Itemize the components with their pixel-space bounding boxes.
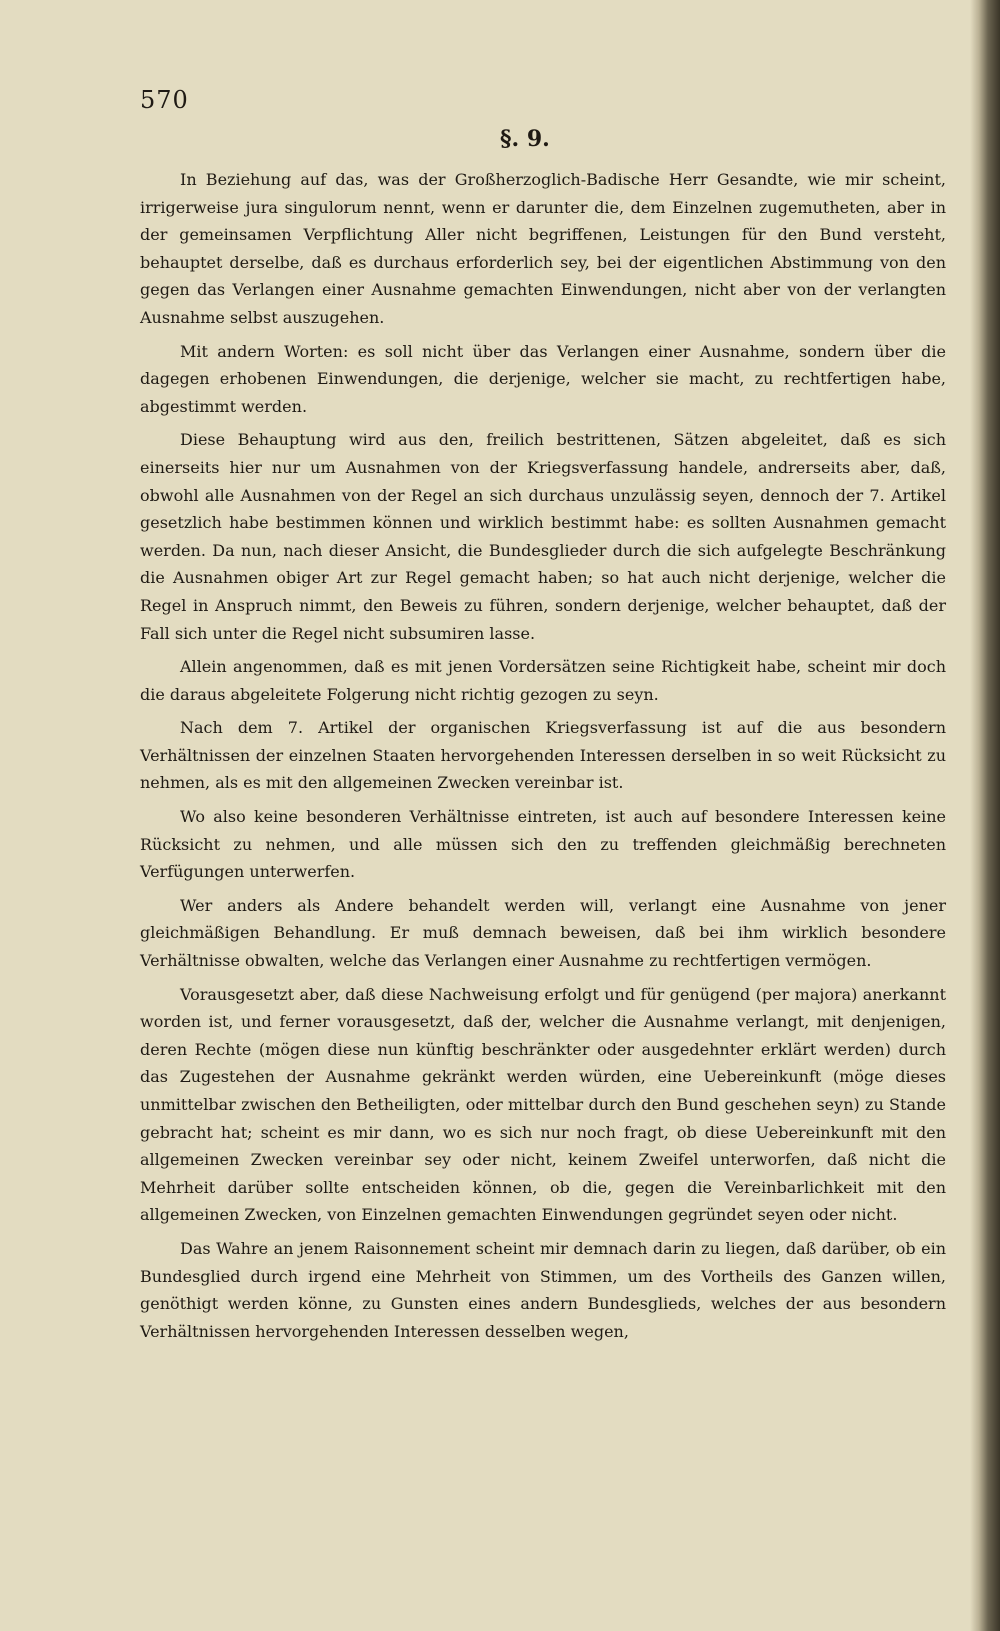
paragraph: Wo also keine besonderen Verhältnisse eintreten, ist auch auf besondere Interessen keine Rücksicht zu nehmen, und alle müssen sich den zu treffenden gleichmäßig berechneten Verfügungen unterwerfen. [140, 807, 946, 882]
paragraph: In Beziehung auf das, was der Großherzoglich-Badische Herr Gesandte, wie mir scheint, irrigerweise jura singulorum nennt, wenn er darunter die, dem Einzelnen zugemutheten, aber in der gemeinsamen Verpflichtung Aller nicht begriffenen, Leistungen für den Bund versteht, behauptet derselbe, daß es durchaus erforderlich sey, bei der eigentlichen Abstimmung von den gegen das Verlangen einer Ausnahme gemachten Einwendungen, nicht aber von der verlangten Ausnahme selbst auszugehen. [140, 170, 946, 327]
body-text [140, 166, 946, 1351]
paragraph: Diese Behauptung wird aus den, freilich bestrittenen, Sätzen abgeleitet, daß es sich einerseits hier nur um Ausnahmen von der Kriegsverfassung handele, andrerseits aber, daß, obwohl alle Ausnahmen von der Regel an sich durchaus unzulässig seyen, dennoch der 7. Artikel gesetzlich habe bestimmen können und wirklich bestimmt habe: es sollten Ausnahmen gemacht werden. Da nun, nach dieser Ansicht, die Bundesglieder durch die sich aufgelegte Beschränkung die Ausnahmen obiger Art zur Regel gemacht haben; so hat auch nicht derjenige, welcher die Regel in Anspruch nimmt, den Beweis zu führen, sondern derjenige, welcher behauptet, daß der Fall sich unter die Regel nicht subsumiren lasse. [140, 430, 946, 643]
paragraph: Nach dem 7. Artikel der organischen Kriegsverfassung ist auf die aus besondern Verhältnissen der einzelnen Staaten hervorgehenden Interessen derselben in so weit Rücksicht zu nehmen, als es mit den allgemeinen Zwecken vereinbar ist. [140, 718, 946, 793]
section-heading: §. 9. [500, 126, 550, 152]
page-number: 570 [140, 86, 189, 114]
paragraph: Mit andern Worten: es soll nicht über das Verlangen einer Ausnahme, sondern über die dagegen erhobenen Einwendungen, die derjenige, welcher sie macht, zu rechtfertigen habe, abgestimmt werden. [140, 341, 946, 416]
paragraph: Das Wahre an jenem Raisonnement scheint mir demnach darin zu liegen, daß darüber, ob ein Bundesglied durch irgend eine Mehrheit von Stimmen, um des Vortheils des Ganzen willen, genöthigt werden könne, zu Gunsten eines andern Bundesglieds, welches der aus besondern Verhältnissen hervorgehenden Interessen desselben wegen, [140, 1238, 946, 1341]
paragraph: Vorausgesetzt aber, daß diese Nachweisung erfolgt und für genügend (per majora) anerkannt worden ist, und ferner vorausgesetzt, daß der, welcher die Ausnahme verlangt, mit denjenigen, deren Rechte (mögen diese nun künftig beschränkter oder ausgedehnter erklärt werden) durch das Zugestehen der Ausnahme gekränkt werden würden, eine Uebereinkunft (möge dieses unmittelbar zwischen den Betheiligten, oder mittelbar durch den Bund geschehen seyn) zu Stande gebracht hat; scheint es mir dann, wo es sich nur noch fragt, ob diese Uebereinkunft mit den allgemeinen Zwecken vereinbar sey oder nicht, keinem Zweifel unterworfen, daß nicht die Mehrheit darüber sollte entscheiden können, ob die, gegen die Vereinbarlichkeit mit den allgemeinen Zwecken, von Einzelnen gemachten Einwendungen gegründet seyen oder nicht. [140, 984, 946, 1225]
page-edge-shadow [970, 0, 1000, 1631]
paragraph: Wer anders als Andere behandelt werden will, verlangt eine Ausnahme von jener gleichmäßigen Behandlung. Er muß demnach beweisen, daß bei ihm wirklich besondere Verhältnisse obwalten, welche das Verlangen einer Ausnahme zu rechtfertigen vermögen. [140, 895, 946, 971]
paragraph: Allein angenommen, daß es mit jenen Vordersätzen seine Richtigkeit habe, scheint mir doch die daraus abgeleitete Folgerung nicht richtig gezogen zu seyn. [140, 657, 946, 704]
